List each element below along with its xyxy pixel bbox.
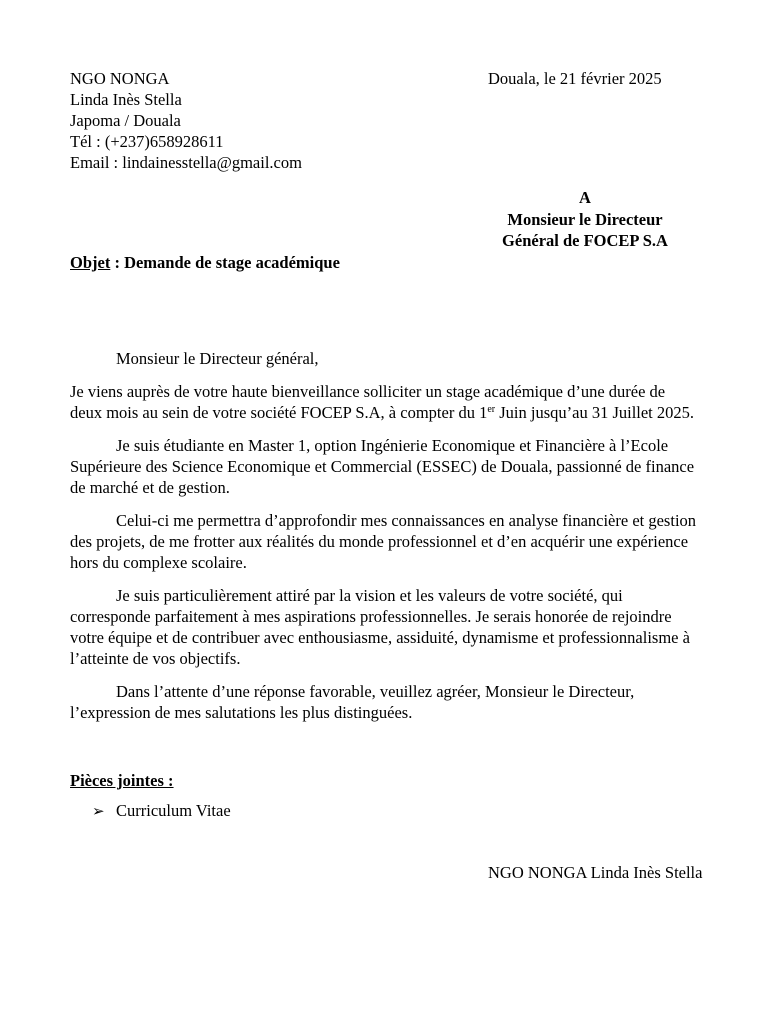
attachment-item xyxy=(92,800,231,822)
recipient-block xyxy=(470,187,700,252)
sender-address: Japoma / Douala xyxy=(70,111,181,130)
sender-first-names: Linda Inès Stella xyxy=(70,90,182,109)
object-line xyxy=(70,252,340,273)
paragraph-3: Celui-ci me permettra d’approfondir mes connaissances en analyse financière et gestion des projets, de me frotter aux réalités du monde professionnel et d’en acquérir une expérience hors du complexe scolaire. xyxy=(70,511,697,572)
recipient-line-2: Monsieur le Directeur xyxy=(507,209,663,229)
letter-body xyxy=(70,348,700,735)
sender-email: Email : lindainesstella@gmail.com xyxy=(70,153,302,172)
attachment-item-label: Curriculum Vitae xyxy=(116,801,231,820)
paragraph-4: Je suis particulièrement attiré par la vision et les valeurs de votre société, qui corresponde parfaitement à mes aspirations professionnelles. Je serais honorée de rejoindre votre équipe et de contribuer avec enthousiasme, assiduité, dynamisme et professionnalisme à l’atteinte de vos objectifs. xyxy=(70,586,690,668)
salutation: Monsieur le Directeur général, xyxy=(116,349,319,368)
paragraph-2: Je suis étudiante en Master 1, option Ingénierie Economique et Financière à l’Ecole Supérieure des Science Economique et Commercial (ESSEC) de Douala, passionné de finance de marché et de gestion. xyxy=(70,436,695,497)
paragraph-1-text-a: Je viens auprès de votre haute bienveillance solliciter un stage académique d’une durée de deux mois au sein de votre société FOCEP S.A, à compter du 1 xyxy=(70,382,666,422)
signature: NGO NONGA Linda Inès Stella xyxy=(488,863,703,882)
recipient-line-1: A xyxy=(579,188,591,207)
object-text: : Demande de stage académique xyxy=(110,253,340,272)
paragraph-5: Dans l’attente d’une réponse favorable, veuillez agréer, Monsieur le Directeur, l’expression de mes salutations les plus distinguées. xyxy=(70,682,635,722)
sender-last-name: NGO NONGA xyxy=(70,69,170,88)
paragraph-1-superscript: er xyxy=(487,404,496,415)
sender-phone: Tél : (+237)658928611 xyxy=(70,132,224,151)
sender-block xyxy=(70,68,302,173)
letter-date: Douala, le 21 février 2025 xyxy=(488,69,662,88)
arrowhead-bullet-icon: ➢ xyxy=(92,802,105,820)
recipient-line-3: Général de FOCEP S.A xyxy=(502,231,668,250)
paragraph-1 xyxy=(70,381,700,423)
paragraph-1-text-b: Juin jusqu’au 31 Juillet 2025. xyxy=(495,403,695,422)
object-label: Objet xyxy=(70,253,111,272)
attachments-title: Pièces jointes : xyxy=(70,771,174,790)
